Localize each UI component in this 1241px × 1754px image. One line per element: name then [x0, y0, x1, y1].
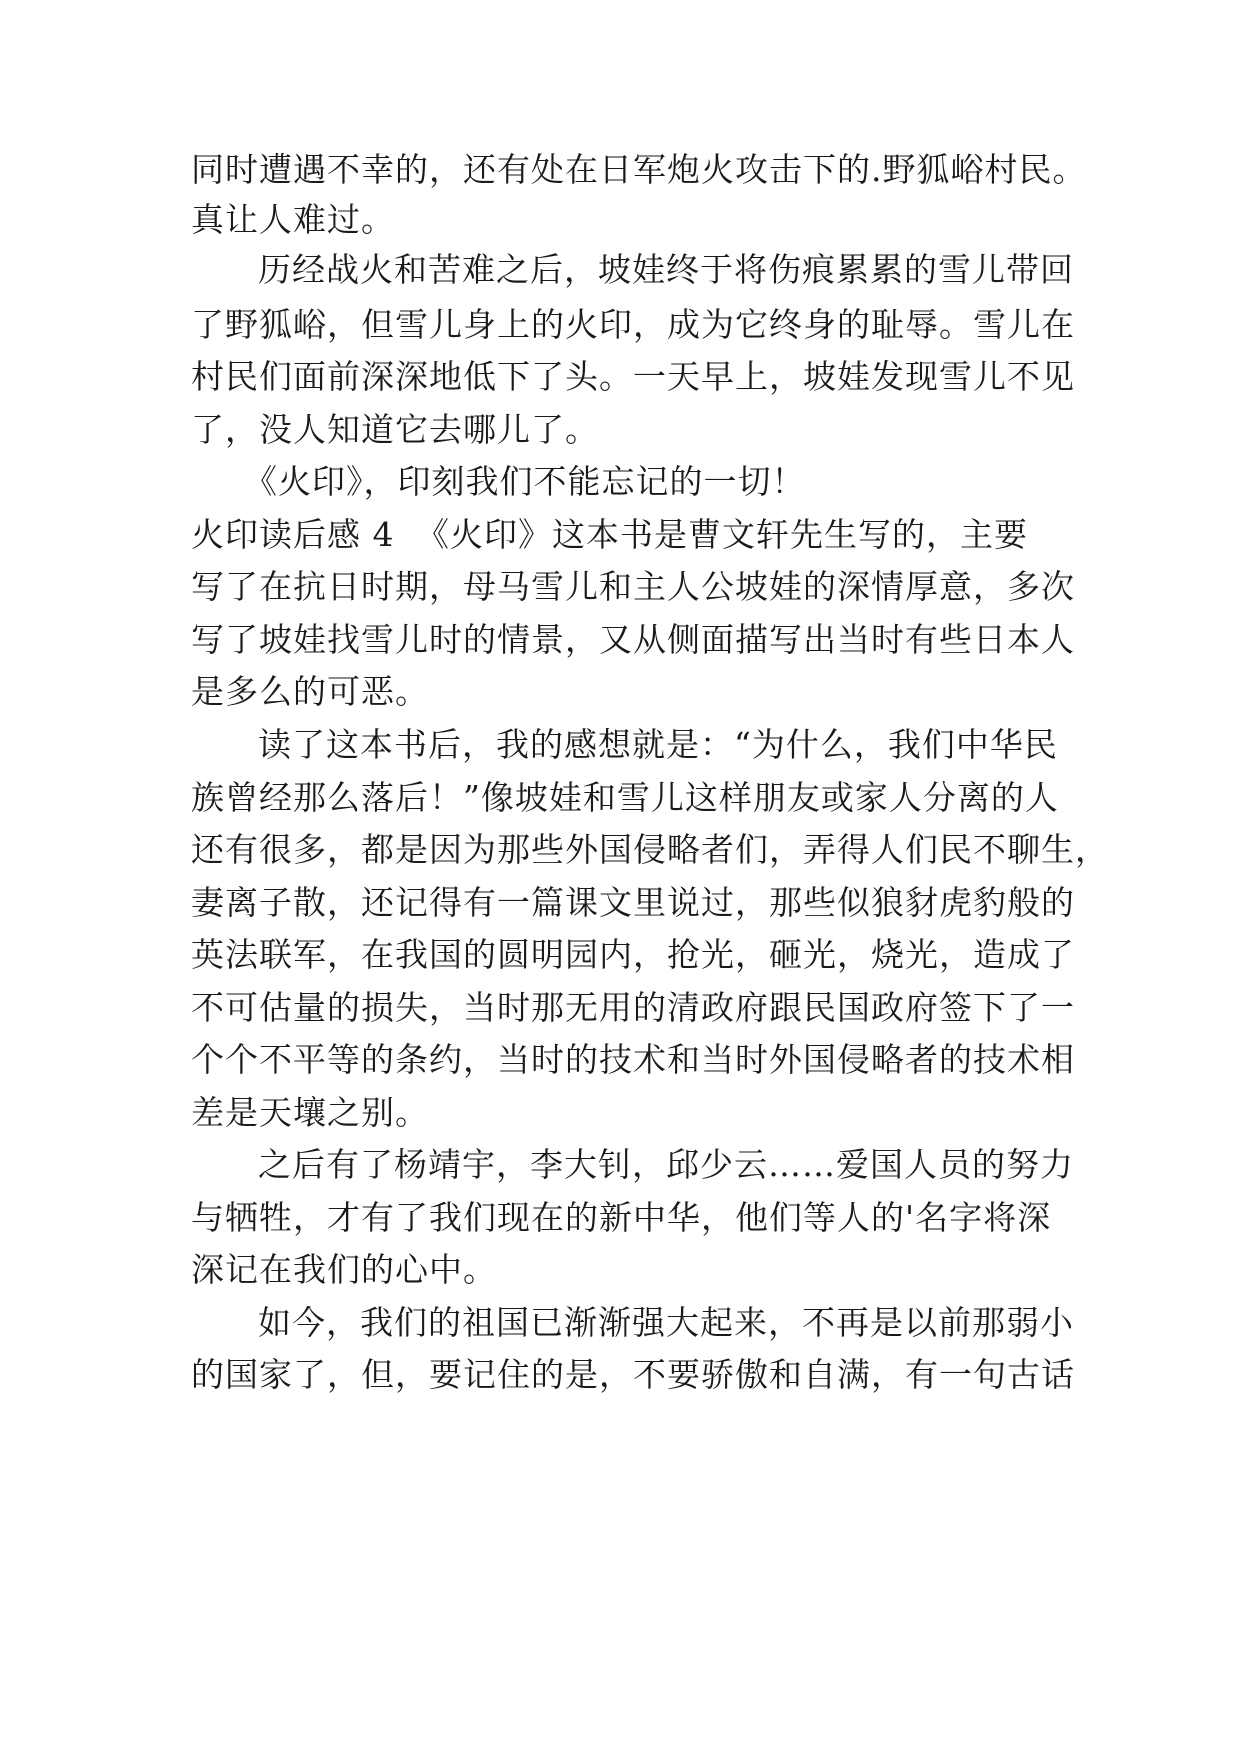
text-line: 了野狐峪，但雪儿身上的火印，成为它终身的耻辱。雪儿在	[191, 305, 1075, 344]
text-line: 族曾经那么落后！”像坡娃和雪儿这样朋友或家人分离的人	[191, 778, 1059, 817]
text-line: 写了在抗日时期，母马雪儿和主人公坡娃的深情厚意，多次	[191, 567, 1075, 606]
text-line: 妻离子散，还记得有一篇课文里说过，那些似狼豺虎豹般的	[191, 883, 1075, 922]
text-line: 《火印》这本书是曹文轩先生写的，主要	[416, 515, 1028, 554]
text-line: 如今，我们的祖国已渐渐强大起来，不再是以前那弱小	[258, 1303, 1074, 1342]
text-line: 是多么的可恶。	[191, 672, 429, 711]
text-line: 深记在我们的心中。	[191, 1250, 497, 1289]
text-line: 个个不平等的条约，当时的技术和当时外国侵略者的技术相	[191, 1040, 1075, 1079]
text-line: 英法联军，在我国的圆明园内，抢光，砸光，烧光，造成了	[191, 935, 1075, 974]
text-line: 真让人难过。	[191, 200, 395, 239]
text-line: 不可估量的损失，当时那无用的清政府跟民国政府签下了一	[191, 988, 1075, 1027]
text-line: 同时遭遇不幸的，还有处在日军炮火攻击下的.野狐峪村民。	[191, 150, 1087, 189]
text-line: 的国家了，但，要记住的是，不要骄傲和自满，有一句古话	[191, 1355, 1075, 1394]
text-line: 写了坡娃找雪儿时的情景，又从侧面描写出当时有些日本人	[191, 620, 1075, 659]
text-line: 历经战火和苦难之后，坡娃终于将伤痕累累的雪儿带回	[258, 250, 1074, 289]
section-heading-line	[191, 515, 1071, 555]
text-line: 之后有了杨靖宇，李大钊，邱少云……爱国人员的努力	[258, 1145, 1074, 1184]
text-line: 还有很多，都是因为那些外国侵略者们，弄得人们民不聊生，	[191, 830, 1109, 869]
text-line: 村民们面前深深地低下了头。一天早上，坡娃发现雪儿不见	[191, 357, 1075, 396]
text-line: 与牺牲，才有了我们现在的新中华，他们等人的'名字将深	[191, 1198, 1052, 1237]
section-heading: 火印读后感 4	[191, 515, 395, 554]
text-line: 了，没人知道它去哪儿了。	[191, 410, 599, 449]
text-line: 读了这本书后，我的感想就是：“为什么，我们中华民	[258, 725, 1058, 764]
text-line: 差是天壤之别。	[191, 1093, 429, 1132]
text-line: 《火印》，印刻我们不能忘记的一切！	[244, 462, 806, 501]
